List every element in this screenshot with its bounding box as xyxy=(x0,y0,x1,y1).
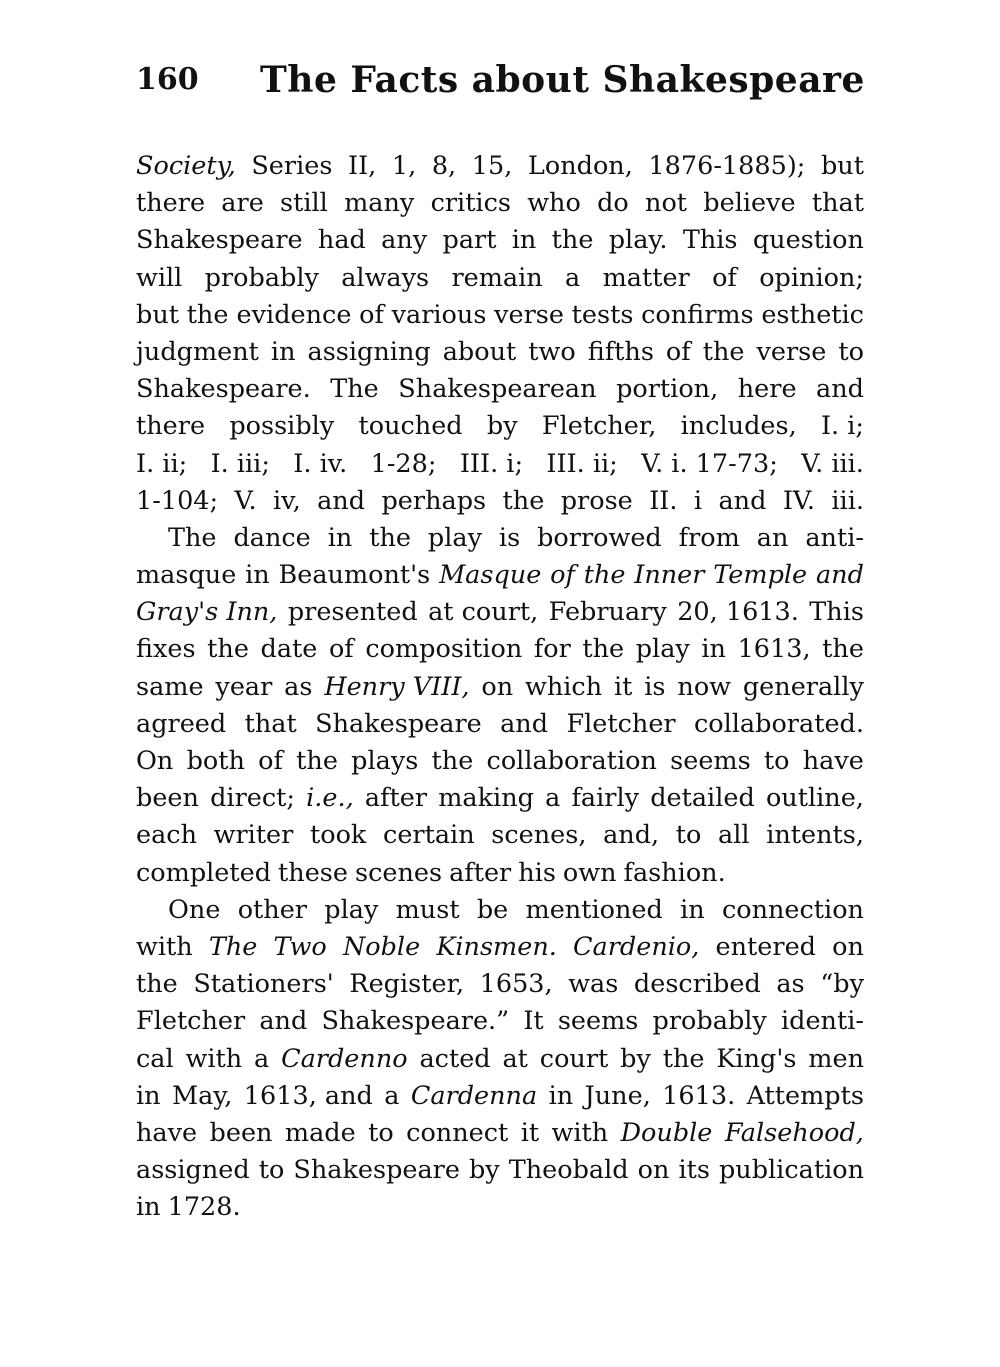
text-line xyxy=(136,1041,864,1078)
word: fairly xyxy=(571,783,640,814)
word: generally xyxy=(742,671,864,702)
word: opinion; xyxy=(759,262,864,293)
text-line xyxy=(136,185,864,222)
word: a xyxy=(565,262,581,293)
word: still xyxy=(280,188,328,219)
word: perhaps xyxy=(381,485,487,516)
word: play xyxy=(635,634,690,665)
word: these xyxy=(278,857,348,888)
word: with xyxy=(136,931,193,962)
word: probably xyxy=(204,262,319,293)
word: year xyxy=(215,671,273,702)
word: the xyxy=(551,225,594,256)
italic-word: Cardenna xyxy=(410,1080,538,1111)
word: Shakespearean xyxy=(398,374,597,405)
word: assigning xyxy=(307,336,431,367)
word: will xyxy=(136,262,183,293)
word: seems xyxy=(670,746,751,776)
italic-word: Double xyxy=(620,1117,713,1148)
text-line xyxy=(136,1152,864,1189)
word: are xyxy=(221,188,264,219)
word: fixes xyxy=(136,634,196,665)
word: certain xyxy=(383,820,475,851)
word: in xyxy=(136,1192,161,1223)
text-line xyxy=(136,1003,864,1040)
word: to xyxy=(763,746,790,776)
text-line xyxy=(136,1189,864,1226)
word: is xyxy=(498,522,521,553)
word: two xyxy=(528,336,576,367)
text-line xyxy=(136,148,864,185)
word: be xyxy=(476,894,509,925)
word: confirms xyxy=(641,299,754,330)
word: which xyxy=(525,671,603,702)
word: by xyxy=(620,1043,651,1074)
word: V. iii. xyxy=(801,448,864,479)
word: there xyxy=(136,188,206,219)
word: the xyxy=(702,336,745,367)
word: i xyxy=(693,485,703,516)
word: masque xyxy=(136,560,237,591)
word: judgment xyxy=(136,336,259,367)
word: court xyxy=(539,1043,609,1074)
text-line xyxy=(136,334,864,371)
text-line xyxy=(136,1115,864,1152)
word: the xyxy=(582,634,625,665)
word: 1876-1885); xyxy=(648,151,806,181)
word: It xyxy=(523,1006,544,1037)
word: after xyxy=(449,857,512,888)
word: 1613. xyxy=(662,1080,736,1111)
word: 1-28; xyxy=(370,448,437,479)
word: an xyxy=(756,522,789,553)
word: writer xyxy=(213,820,294,851)
word: the xyxy=(207,634,249,665)
word: I. iv. xyxy=(293,448,348,479)
word: Shakespeare xyxy=(293,1155,460,1186)
word: acted xyxy=(419,1043,491,1074)
word: assigned xyxy=(136,1155,250,1186)
word: his xyxy=(518,857,556,888)
word: own xyxy=(562,857,617,888)
word: that xyxy=(244,708,297,739)
word: cal xyxy=(136,1043,174,1074)
word: and xyxy=(259,1006,308,1037)
word: and xyxy=(718,485,767,516)
word: in xyxy=(548,1080,574,1111)
word: 8, xyxy=(431,151,457,181)
word: but xyxy=(820,151,864,181)
word: seems xyxy=(557,1006,639,1037)
running-title: The Facts about Shakespeare xyxy=(260,59,865,101)
word: the xyxy=(296,746,338,776)
word: scenes xyxy=(355,857,443,888)
word: a xyxy=(254,1043,270,1074)
body-text xyxy=(136,148,864,1226)
word: believe xyxy=(703,188,796,219)
word: includes, xyxy=(680,411,797,442)
word: Shakespeare. xyxy=(136,374,311,405)
text-line xyxy=(136,520,864,557)
word: play xyxy=(427,522,482,553)
word: the xyxy=(822,634,864,665)
word: made xyxy=(284,1117,356,1148)
word: connection xyxy=(721,894,864,925)
word: Register, xyxy=(349,969,465,1000)
italic-word: Falsehood, xyxy=(724,1117,864,1148)
word: play xyxy=(324,894,379,925)
text-line xyxy=(136,408,864,445)
word: as xyxy=(284,671,313,702)
word: esthetic xyxy=(761,299,864,330)
text-line xyxy=(136,966,864,1003)
word: the evidence xyxy=(186,299,352,330)
italic-word: Society, xyxy=(136,151,236,181)
word: in xyxy=(701,634,726,665)
word: both xyxy=(186,746,245,776)
word: mentioned xyxy=(525,894,663,925)
word: II. xyxy=(649,485,678,516)
italic-word: Cardenno xyxy=(281,1043,408,1074)
word: many xyxy=(344,188,415,219)
word: The xyxy=(168,522,217,553)
word: to xyxy=(258,1155,285,1186)
page-number: 160 xyxy=(136,62,199,97)
word: composition xyxy=(365,634,523,665)
text-line xyxy=(136,743,864,780)
word: 15, xyxy=(471,151,513,181)
word: other xyxy=(237,894,307,925)
word: question xyxy=(752,225,864,256)
text-line xyxy=(136,594,864,631)
italic-word: Masque xyxy=(439,560,542,591)
word: I. ii; xyxy=(136,448,188,479)
word: same xyxy=(136,671,204,702)
word: possibly xyxy=(229,411,335,442)
word: outline, xyxy=(765,783,864,814)
word: but xyxy=(136,299,179,330)
word: agreed xyxy=(136,708,227,739)
word: fifths xyxy=(587,336,654,367)
word: King's xyxy=(716,1043,797,1074)
text-line xyxy=(136,222,864,259)
word: entered xyxy=(715,931,816,962)
text-line xyxy=(136,483,864,520)
italic-word: Noble xyxy=(342,931,421,962)
word: of xyxy=(328,634,354,665)
word: direct; xyxy=(210,783,295,814)
word: February xyxy=(548,597,667,628)
text-line xyxy=(136,855,864,892)
word: On xyxy=(136,746,174,776)
word: prose xyxy=(560,485,633,516)
word: and xyxy=(500,708,549,739)
text-line xyxy=(136,557,864,594)
word: anti- xyxy=(805,522,864,553)
italic-word: Kinsmen. xyxy=(436,931,557,962)
word: have xyxy=(136,1117,198,1148)
word: in xyxy=(680,894,705,925)
word: verse xyxy=(756,336,827,367)
word: May, xyxy=(171,1080,233,1111)
word: Stationers' xyxy=(193,969,334,1000)
word: completed xyxy=(136,857,272,888)
word: The xyxy=(330,374,379,405)
word: remain xyxy=(451,262,543,293)
word: to xyxy=(838,336,864,367)
word: and xyxy=(317,485,366,516)
word: a xyxy=(384,1080,400,1111)
word: date xyxy=(260,634,318,665)
word: at court, xyxy=(428,597,539,628)
word: there xyxy=(136,411,206,442)
italic-word: Two xyxy=(273,931,327,962)
word: described xyxy=(633,969,761,1000)
word: do xyxy=(597,188,629,219)
word: iii. xyxy=(831,485,864,516)
word: had xyxy=(317,225,366,256)
word: Shakespeare xyxy=(136,225,303,256)
word: tests xyxy=(571,299,634,330)
word: not xyxy=(645,188,688,219)
word: This xyxy=(682,225,738,256)
word: of xyxy=(258,746,283,776)
word: III. ii; xyxy=(546,448,618,479)
word: the xyxy=(136,969,178,1000)
text-line xyxy=(136,297,864,334)
word: of xyxy=(359,299,384,330)
word: by xyxy=(468,1155,500,1186)
text-line xyxy=(136,371,864,408)
text-line xyxy=(136,780,864,817)
word: I. iii; xyxy=(210,448,270,479)
word: Theobald xyxy=(508,1155,629,1186)
text-line xyxy=(136,260,864,297)
word: took xyxy=(309,820,367,851)
word: for xyxy=(533,634,571,665)
word: all xyxy=(718,820,750,851)
word: Attempts xyxy=(746,1080,864,1111)
word: and xyxy=(816,374,864,405)
word: and, xyxy=(603,820,660,851)
word: in xyxy=(511,225,537,256)
word: about xyxy=(442,336,517,367)
italic-word: i.e., xyxy=(306,783,354,814)
word: that xyxy=(811,188,864,219)
word: was xyxy=(568,969,619,1000)
word: probably xyxy=(652,1006,767,1037)
word: of xyxy=(665,336,691,367)
italic-word: of xyxy=(550,560,575,591)
word: 1653, xyxy=(479,969,553,1000)
word: 20, 1613. xyxy=(677,597,799,628)
word: touched xyxy=(358,411,463,442)
word: men xyxy=(808,1043,864,1074)
word: verse xyxy=(494,299,564,330)
word: critics xyxy=(430,188,511,219)
word: its xyxy=(678,1155,710,1186)
word: here xyxy=(737,374,797,405)
word: borrowed xyxy=(537,522,662,553)
word: part xyxy=(442,225,497,256)
word: “by xyxy=(820,969,864,1000)
word: in xyxy=(245,560,270,591)
word: various xyxy=(391,299,487,330)
word: Fletcher xyxy=(136,1006,246,1037)
word: plays xyxy=(351,746,419,776)
page-header xyxy=(136,60,866,110)
word: is xyxy=(644,671,666,702)
word: have xyxy=(802,746,864,776)
text-line xyxy=(136,631,864,668)
word: V. xyxy=(234,485,257,516)
word: connect xyxy=(406,1117,509,1148)
word: iv, xyxy=(273,485,301,516)
word: with xyxy=(185,1043,243,1074)
word: on xyxy=(637,1155,670,1186)
word: 1613, xyxy=(737,634,811,665)
word: 1-104; xyxy=(136,485,219,516)
word: matter xyxy=(602,262,690,293)
word: after xyxy=(364,783,428,814)
text-line xyxy=(136,892,864,929)
word: IV. xyxy=(782,485,815,516)
word: to xyxy=(675,820,702,851)
word: by xyxy=(486,411,518,442)
word: fashion. xyxy=(623,857,726,888)
word: collaborated. xyxy=(693,708,864,739)
word: I. i; xyxy=(820,411,864,442)
word: on xyxy=(832,931,864,962)
word: the xyxy=(431,746,474,776)
word: Shakespeare.” xyxy=(321,1006,510,1037)
word: with xyxy=(551,1117,609,1148)
word: making xyxy=(438,783,534,814)
word: in xyxy=(327,522,353,553)
word: been xyxy=(209,1117,273,1148)
text-line xyxy=(136,706,864,743)
word: Fletcher xyxy=(566,708,676,739)
word: play. xyxy=(608,225,668,256)
word: V. i. 17-73; xyxy=(641,448,778,479)
word: scenes, xyxy=(491,820,587,851)
word: been xyxy=(136,783,199,814)
word: Beaumont's xyxy=(278,560,431,591)
word: identi- xyxy=(780,1006,864,1037)
italic-word: Cardenio, xyxy=(573,931,700,962)
word: collaboration xyxy=(486,746,657,776)
word: in xyxy=(136,1080,161,1111)
word: Fletcher, xyxy=(541,411,657,442)
italic-word: The xyxy=(208,931,258,962)
word: always xyxy=(341,262,430,293)
word: at xyxy=(502,1043,528,1074)
italic-word: the xyxy=(583,560,626,591)
word: Shakespeare xyxy=(315,708,482,739)
text-line xyxy=(136,817,864,854)
word: presented xyxy=(287,597,418,628)
word: the xyxy=(502,485,545,516)
word: it xyxy=(520,1117,540,1148)
word: in xyxy=(270,336,296,367)
text-line xyxy=(136,1078,864,1115)
word: a xyxy=(545,783,561,814)
word: of xyxy=(712,262,737,293)
word: This xyxy=(809,597,864,628)
word: 1613, and xyxy=(243,1080,373,1111)
word: June, xyxy=(584,1080,651,1111)
word: the xyxy=(369,522,411,553)
text-line xyxy=(136,929,864,966)
word: London, xyxy=(527,151,633,181)
word: from xyxy=(678,522,740,553)
word: 1, xyxy=(391,151,417,181)
word: publication xyxy=(718,1155,864,1186)
word: to xyxy=(368,1117,394,1148)
word: 1728. xyxy=(167,1192,241,1223)
word: One xyxy=(168,894,221,925)
word: the xyxy=(662,1043,705,1074)
word: intents, xyxy=(766,820,864,851)
italic-word: Temple xyxy=(713,560,808,591)
word: must xyxy=(395,894,460,925)
word: Series xyxy=(251,151,333,181)
word: III. i; xyxy=(459,448,524,479)
word: now xyxy=(677,671,731,702)
word: who xyxy=(527,188,581,219)
word: each xyxy=(136,820,197,851)
word: as xyxy=(776,969,805,1000)
word: II, xyxy=(348,151,377,181)
text-line xyxy=(136,446,864,483)
italic-word: Inner xyxy=(634,560,705,591)
italic-word: Gray's Inn, xyxy=(136,597,278,628)
word: dance xyxy=(233,522,311,553)
word: it xyxy=(614,671,633,702)
text-line xyxy=(136,669,864,706)
word: detailed xyxy=(650,783,755,814)
italic-word: Henry VIII, xyxy=(324,671,470,702)
word: any xyxy=(381,225,428,256)
italic-word: and xyxy=(815,560,864,591)
word: on xyxy=(481,671,514,702)
word: portion, xyxy=(616,374,719,405)
